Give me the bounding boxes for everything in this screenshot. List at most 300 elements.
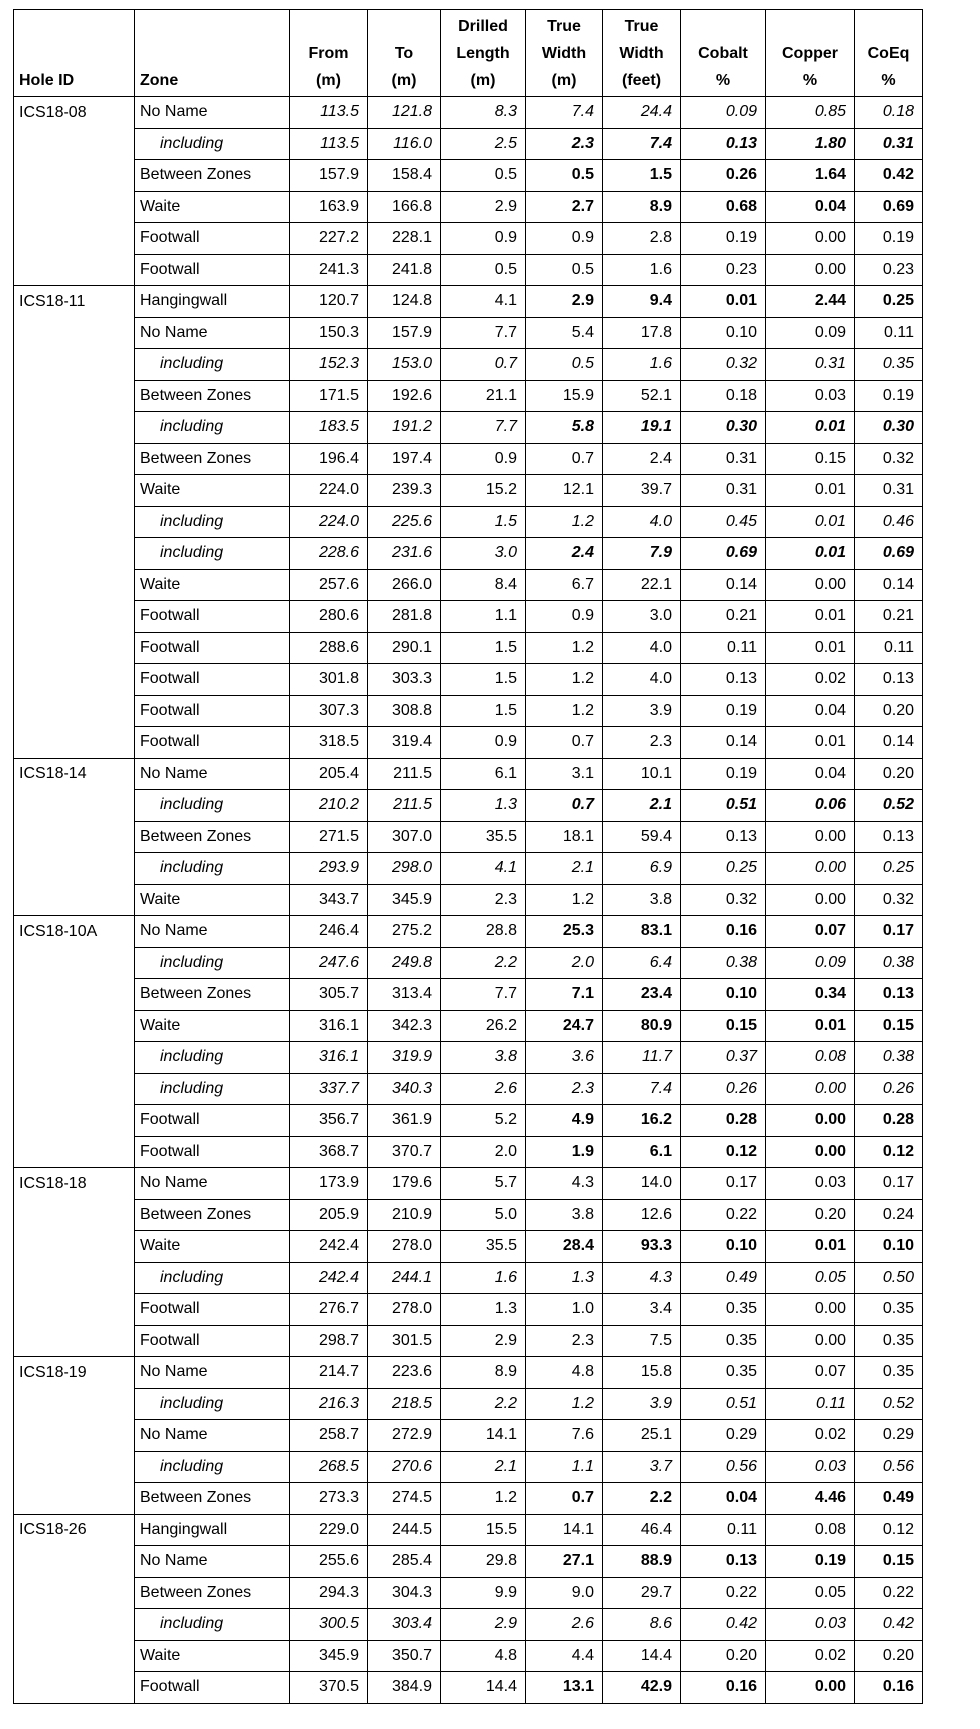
hole-id-cell	[14, 128, 135, 160]
cobalt-cell: 0.13	[681, 128, 766, 160]
drilled-length-cell: 14.4	[441, 1672, 526, 1704]
hole-id-cell	[14, 1546, 135, 1578]
header-text: (m)	[391, 72, 417, 89]
header-row	[14, 10, 923, 97]
hole-id-cell	[14, 1105, 135, 1137]
table-row	[14, 632, 923, 664]
drilled-length-cell: 7.7	[441, 979, 526, 1011]
zone-cell: Footwall	[135, 223, 290, 255]
hole-id-cell	[14, 1010, 135, 1042]
true-width-feet-cell: 24.4	[603, 97, 681, 129]
from-cell: 271.5	[290, 821, 368, 853]
zone-cell: including	[135, 853, 290, 885]
from-cell: 305.7	[290, 979, 368, 1011]
hole-id-cell: ICS18-19	[14, 1357, 135, 1389]
zone-cell: including	[135, 538, 290, 570]
cobalt-cell: 0.22	[681, 1199, 766, 1231]
zone-cell: including	[135, 790, 290, 822]
to-cell: 278.0	[368, 1294, 441, 1326]
coeq-cell: 0.12	[855, 1136, 923, 1168]
zone-cell: Waite	[135, 475, 290, 507]
from-cell: 227.2	[290, 223, 368, 255]
cobalt-cell: 0.13	[681, 664, 766, 696]
table-row	[14, 286, 923, 318]
table-row	[14, 569, 923, 601]
coeq-cell: 0.52	[855, 1388, 923, 1420]
from-cell: 152.3	[290, 349, 368, 381]
true-width-feet-cell: 6.1	[603, 1136, 681, 1168]
true-width-m-cell: 2.1	[526, 853, 603, 885]
cobalt-cell: 0.37	[681, 1042, 766, 1074]
true-width-m-cell: 2.3	[526, 1325, 603, 1357]
zone-cell: No Name	[135, 317, 290, 349]
from-cell: 276.7	[290, 1294, 368, 1326]
true-width-feet-cell: 10.1	[603, 758, 681, 790]
header-text: CoEq	[867, 45, 910, 62]
true-width-m-cell: 2.6	[526, 1609, 603, 1641]
drilled-length-cell: 21.1	[441, 380, 526, 412]
from-cell: 120.7	[290, 286, 368, 318]
from-cell: 255.6	[290, 1546, 368, 1578]
coeq-cell: 0.35	[855, 1294, 923, 1326]
drilled-length-cell: 14.1	[441, 1420, 526, 1452]
table-row	[14, 443, 923, 475]
true-width-m-cell: 1.2	[526, 884, 603, 916]
hole-id-cell	[14, 1073, 135, 1105]
header-text: Zone	[140, 72, 179, 89]
hole-id-cell: ICS18-10A	[14, 916, 135, 948]
true-width-feet-cell: 4.3	[603, 1262, 681, 1294]
true-width-m-cell: 1.2	[526, 1388, 603, 1420]
cobalt-cell: 0.15	[681, 1010, 766, 1042]
hole-id-cell	[14, 979, 135, 1011]
hole-id-cell: ICS18-11	[14, 286, 135, 318]
hole-id-cell	[14, 223, 135, 255]
copper-cell: 0.04	[766, 191, 855, 223]
cobalt-cell: 0.13	[681, 821, 766, 853]
hole-id-cell	[14, 380, 135, 412]
true-width-feet-cell: 3.9	[603, 1388, 681, 1420]
true-width-feet-cell: 29.7	[603, 1577, 681, 1609]
true-width-feet-cell: 1.6	[603, 254, 681, 286]
from-cell: 273.3	[290, 1483, 368, 1515]
coeq-cell: 0.22	[855, 1577, 923, 1609]
hole-id-cell	[14, 538, 135, 570]
table-row	[14, 1672, 923, 1704]
from-cell: 318.5	[290, 727, 368, 759]
coeq-cell: 0.29	[855, 1420, 923, 1452]
table-row	[14, 538, 923, 570]
true-width-feet-cell: 8.9	[603, 191, 681, 223]
coeq-cell: 0.19	[855, 380, 923, 412]
to-cell: 239.3	[368, 475, 441, 507]
true-width-feet-cell: 1.6	[603, 349, 681, 381]
drilled-length-cell: 2.9	[441, 191, 526, 223]
table-row	[14, 979, 923, 1011]
coeq-cell: 0.42	[855, 160, 923, 192]
table-row	[14, 1609, 923, 1641]
from-cell: 163.9	[290, 191, 368, 223]
cobalt-cell: 0.11	[681, 1514, 766, 1546]
coeq-cell: 0.12	[855, 1514, 923, 1546]
zone-cell: Between Zones	[135, 1577, 290, 1609]
cobalt-cell: 0.68	[681, 191, 766, 223]
to-cell: 179.6	[368, 1168, 441, 1200]
header-zone	[135, 10, 290, 97]
true-width-feet-cell: 93.3	[603, 1231, 681, 1263]
zone-cell: Waite	[135, 884, 290, 916]
hole-id-cell	[14, 1325, 135, 1357]
true-width-m-cell: 2.3	[526, 128, 603, 160]
header-to	[368, 10, 441, 97]
zone-cell: No Name	[135, 97, 290, 129]
drilled-length-cell: 0.9	[441, 443, 526, 475]
drill-results-table	[13, 9, 923, 1704]
copper-cell: 0.00	[766, 569, 855, 601]
copper-cell: 0.04	[766, 758, 855, 790]
cobalt-cell: 0.31	[681, 443, 766, 475]
hole-id-cell	[14, 853, 135, 885]
table-row	[14, 1546, 923, 1578]
true-width-feet-cell: 59.4	[603, 821, 681, 853]
from-cell: 258.7	[290, 1420, 368, 1452]
copper-cell: 0.00	[766, 853, 855, 885]
true-width-m-cell: 18.1	[526, 821, 603, 853]
table-row	[14, 1010, 923, 1042]
hole-id-cell	[14, 349, 135, 381]
from-cell: 228.6	[290, 538, 368, 570]
coeq-cell: 0.31	[855, 128, 923, 160]
from-cell: 368.7	[290, 1136, 368, 1168]
drilled-length-cell: 0.9	[441, 223, 526, 255]
true-width-m-cell: 1.2	[526, 664, 603, 696]
coeq-cell: 0.30	[855, 412, 923, 444]
hole-id-cell	[14, 317, 135, 349]
drilled-length-cell: 15.2	[441, 475, 526, 507]
hole-id-cell: ICS18-26	[14, 1514, 135, 1546]
to-cell: 384.9	[368, 1672, 441, 1704]
drilled-length-cell: 5.0	[441, 1199, 526, 1231]
coeq-cell: 0.26	[855, 1073, 923, 1105]
table-row	[14, 1042, 923, 1074]
coeq-cell: 0.15	[855, 1546, 923, 1578]
copper-cell: 1.80	[766, 128, 855, 160]
coeq-cell: 0.18	[855, 97, 923, 129]
drilled-length-cell: 6.1	[441, 758, 526, 790]
cobalt-cell: 0.21	[681, 601, 766, 633]
true-width-m-cell: 4.4	[526, 1640, 603, 1672]
zone-cell: Footwall	[135, 1136, 290, 1168]
cobalt-cell: 0.35	[681, 1325, 766, 1357]
copper-cell: 0.07	[766, 916, 855, 948]
header-cobalt	[681, 10, 766, 97]
zone-cell: Between Zones	[135, 1199, 290, 1231]
cobalt-cell: 0.31	[681, 475, 766, 507]
true-width-m-cell: 0.5	[526, 254, 603, 286]
coeq-cell: 0.50	[855, 1262, 923, 1294]
true-width-m-cell: 0.9	[526, 223, 603, 255]
copper-cell: 0.00	[766, 223, 855, 255]
from-cell: 205.9	[290, 1199, 368, 1231]
hole-id-cell	[14, 664, 135, 696]
true-width-m-cell: 1.9	[526, 1136, 603, 1168]
copper-cell: 0.02	[766, 664, 855, 696]
true-width-feet-cell: 39.7	[603, 475, 681, 507]
table-row	[14, 349, 923, 381]
header-text: Drilled	[458, 18, 508, 35]
coeq-cell: 0.15	[855, 1010, 923, 1042]
zone-cell: No Name	[135, 758, 290, 790]
to-cell: 166.8	[368, 191, 441, 223]
true-width-m-cell: 7.4	[526, 97, 603, 129]
true-width-m-cell: 3.6	[526, 1042, 603, 1074]
true-width-m-cell: 4.9	[526, 1105, 603, 1137]
copper-cell: 0.02	[766, 1640, 855, 1672]
hole-id-cell	[14, 1042, 135, 1074]
table-row	[14, 475, 923, 507]
cobalt-cell: 0.42	[681, 1609, 766, 1641]
coeq-cell: 0.31	[855, 475, 923, 507]
true-width-feet-cell: 8.6	[603, 1609, 681, 1641]
hole-id-cell	[14, 884, 135, 916]
zone-cell: including	[135, 1262, 290, 1294]
true-width-m-cell: 4.3	[526, 1168, 603, 1200]
true-width-m-cell: 1.2	[526, 506, 603, 538]
true-width-feet-cell: 22.1	[603, 569, 681, 601]
copper-cell: 0.85	[766, 97, 855, 129]
table-row	[14, 160, 923, 192]
true-width-feet-cell: 9.4	[603, 286, 681, 318]
header-text: True	[624, 18, 659, 35]
copper-cell: 0.01	[766, 506, 855, 538]
zone-cell: No Name	[135, 916, 290, 948]
true-width-m-cell: 0.7	[526, 1483, 603, 1515]
from-cell: 113.5	[290, 97, 368, 129]
coeq-cell: 0.52	[855, 790, 923, 822]
from-cell: 301.8	[290, 664, 368, 696]
hole-id-cell	[14, 506, 135, 538]
drilled-length-cell: 2.9	[441, 1325, 526, 1357]
to-cell: 211.5	[368, 758, 441, 790]
to-cell: 298.0	[368, 853, 441, 885]
coeq-cell: 0.35	[855, 1325, 923, 1357]
drilled-length-cell: 1.5	[441, 695, 526, 727]
zone-cell: Footwall	[135, 664, 290, 696]
true-width-feet-cell: 7.4	[603, 1073, 681, 1105]
header-text: Width	[541, 45, 587, 62]
coeq-cell: 0.17	[855, 916, 923, 948]
from-cell: 247.6	[290, 947, 368, 979]
table-row	[14, 853, 923, 885]
true-width-feet-cell: 4.0	[603, 632, 681, 664]
true-width-feet-cell: 23.4	[603, 979, 681, 1011]
table-row	[14, 128, 923, 160]
copper-cell: 0.01	[766, 475, 855, 507]
drilled-length-cell: 1.3	[441, 790, 526, 822]
zone-cell: Waite	[135, 569, 290, 601]
table-row	[14, 1262, 923, 1294]
zone-cell: Footwall	[135, 695, 290, 727]
to-cell: 304.3	[368, 1577, 441, 1609]
cobalt-cell: 0.11	[681, 632, 766, 664]
from-cell: 280.6	[290, 601, 368, 633]
table-row	[14, 1420, 923, 1452]
true-width-m-cell: 0.5	[526, 349, 603, 381]
to-cell: 116.0	[368, 128, 441, 160]
from-cell: 171.5	[290, 380, 368, 412]
cobalt-cell: 0.23	[681, 254, 766, 286]
drilled-length-cell: 7.7	[441, 412, 526, 444]
true-width-feet-cell: 4.0	[603, 664, 681, 696]
table-row	[14, 317, 923, 349]
to-cell: 225.6	[368, 506, 441, 538]
from-cell: 370.5	[290, 1672, 368, 1704]
copper-cell: 0.02	[766, 1420, 855, 1452]
true-width-m-cell: 3.8	[526, 1199, 603, 1231]
to-cell: 350.7	[368, 1640, 441, 1672]
table-row	[14, 506, 923, 538]
table-row	[14, 412, 923, 444]
true-width-m-cell: 27.1	[526, 1546, 603, 1578]
true-width-feet-cell: 42.9	[603, 1672, 681, 1704]
hole-id-cell	[14, 1672, 135, 1704]
from-cell: 173.9	[290, 1168, 368, 1200]
header-text: To	[394, 45, 414, 62]
true-width-m-cell: 7.6	[526, 1420, 603, 1452]
true-width-m-cell: 25.3	[526, 916, 603, 948]
copper-cell: 4.46	[766, 1483, 855, 1515]
coeq-cell: 0.38	[855, 1042, 923, 1074]
true-width-feet-cell: 6.4	[603, 947, 681, 979]
to-cell: 319.9	[368, 1042, 441, 1074]
zone-cell: Footwall	[135, 727, 290, 759]
cobalt-cell: 0.18	[681, 380, 766, 412]
from-cell: 216.3	[290, 1388, 368, 1420]
true-width-m-cell: 1.2	[526, 632, 603, 664]
hole-id-cell	[14, 1262, 135, 1294]
coeq-cell: 0.32	[855, 884, 923, 916]
drilled-length-cell: 0.9	[441, 727, 526, 759]
cobalt-cell: 0.19	[681, 695, 766, 727]
header-text: (m)	[470, 72, 496, 89]
table-row	[14, 601, 923, 633]
copper-cell: 0.07	[766, 1357, 855, 1389]
drilled-length-cell: 0.7	[441, 349, 526, 381]
to-cell: 272.9	[368, 1420, 441, 1452]
hole-id-cell	[14, 727, 135, 759]
zone-cell: No Name	[135, 1420, 290, 1452]
coeq-cell: 0.19	[855, 223, 923, 255]
copper-cell: 0.03	[766, 380, 855, 412]
true-width-feet-cell: 6.9	[603, 853, 681, 885]
copper-cell: 0.08	[766, 1042, 855, 1074]
hole-id-cell	[14, 160, 135, 192]
table-row	[14, 1168, 923, 1200]
copper-cell: 0.01	[766, 727, 855, 759]
to-cell: 313.4	[368, 979, 441, 1011]
cobalt-cell: 0.25	[681, 853, 766, 885]
cobalt-cell: 0.20	[681, 1640, 766, 1672]
true-width-feet-cell: 80.9	[603, 1010, 681, 1042]
hole-id-cell: ICS18-18	[14, 1168, 135, 1200]
table-row	[14, 916, 923, 948]
drilled-length-cell: 7.7	[441, 317, 526, 349]
drilled-length-cell: 28.8	[441, 916, 526, 948]
hole-id-cell	[14, 1483, 135, 1515]
coeq-cell: 0.13	[855, 664, 923, 696]
cobalt-cell: 0.28	[681, 1105, 766, 1137]
drilled-length-cell: 2.9	[441, 1609, 526, 1641]
true-width-feet-cell: 3.8	[603, 884, 681, 916]
cobalt-cell: 0.35	[681, 1294, 766, 1326]
coeq-cell: 0.14	[855, 727, 923, 759]
zone-cell: Between Zones	[135, 380, 290, 412]
table-row	[14, 884, 923, 916]
zone-cell: including	[135, 1388, 290, 1420]
copper-cell: 0.20	[766, 1199, 855, 1231]
to-cell: 218.5	[368, 1388, 441, 1420]
hole-id-cell	[14, 569, 135, 601]
zone-cell: Footwall	[135, 1672, 290, 1704]
zone-cell: No Name	[135, 1546, 290, 1578]
header-text: Width	[619, 45, 664, 62]
true-width-m-cell: 12.1	[526, 475, 603, 507]
zone-cell: Waite	[135, 191, 290, 223]
header-text: %	[802, 72, 818, 89]
true-width-feet-cell: 7.9	[603, 538, 681, 570]
to-cell: 303.3	[368, 664, 441, 696]
drilled-length-cell: 1.1	[441, 601, 526, 633]
copper-cell: 0.00	[766, 1672, 855, 1704]
true-width-m-cell: 6.7	[526, 569, 603, 601]
coeq-cell: 0.28	[855, 1105, 923, 1137]
to-cell: 319.4	[368, 727, 441, 759]
to-cell: 244.5	[368, 1514, 441, 1546]
coeq-cell: 0.14	[855, 569, 923, 601]
table-row	[14, 727, 923, 759]
cobalt-cell: 0.38	[681, 947, 766, 979]
to-cell: 241.8	[368, 254, 441, 286]
drilled-length-cell: 0.5	[441, 160, 526, 192]
true-width-feet-cell: 14.4	[603, 1640, 681, 1672]
zone-cell: Footwall	[135, 1105, 290, 1137]
true-width-m-cell: 4.8	[526, 1357, 603, 1389]
hole-id-cell	[14, 254, 135, 286]
copper-cell: 0.00	[766, 1325, 855, 1357]
coeq-cell: 0.20	[855, 695, 923, 727]
cobalt-cell: 0.26	[681, 1073, 766, 1105]
copper-cell: 0.06	[766, 790, 855, 822]
table-row	[14, 1388, 923, 1420]
true-width-m-cell: 5.8	[526, 412, 603, 444]
copper-cell: 0.11	[766, 1388, 855, 1420]
cobalt-cell: 0.29	[681, 1420, 766, 1452]
drilled-length-cell: 2.2	[441, 947, 526, 979]
drilled-length-cell: 0.5	[441, 254, 526, 286]
coeq-cell: 0.32	[855, 443, 923, 475]
cobalt-cell: 0.14	[681, 727, 766, 759]
drilled-length-cell: 5.7	[441, 1168, 526, 1200]
table-row	[14, 1514, 923, 1546]
copper-cell: 0.01	[766, 1010, 855, 1042]
from-cell: 356.7	[290, 1105, 368, 1137]
drilled-length-cell: 2.1	[441, 1451, 526, 1483]
true-width-m-cell: 0.7	[526, 790, 603, 822]
true-width-m-cell: 3.1	[526, 758, 603, 790]
header-coeq	[855, 10, 923, 97]
true-width-feet-cell: 4.0	[603, 506, 681, 538]
to-cell: 308.8	[368, 695, 441, 727]
